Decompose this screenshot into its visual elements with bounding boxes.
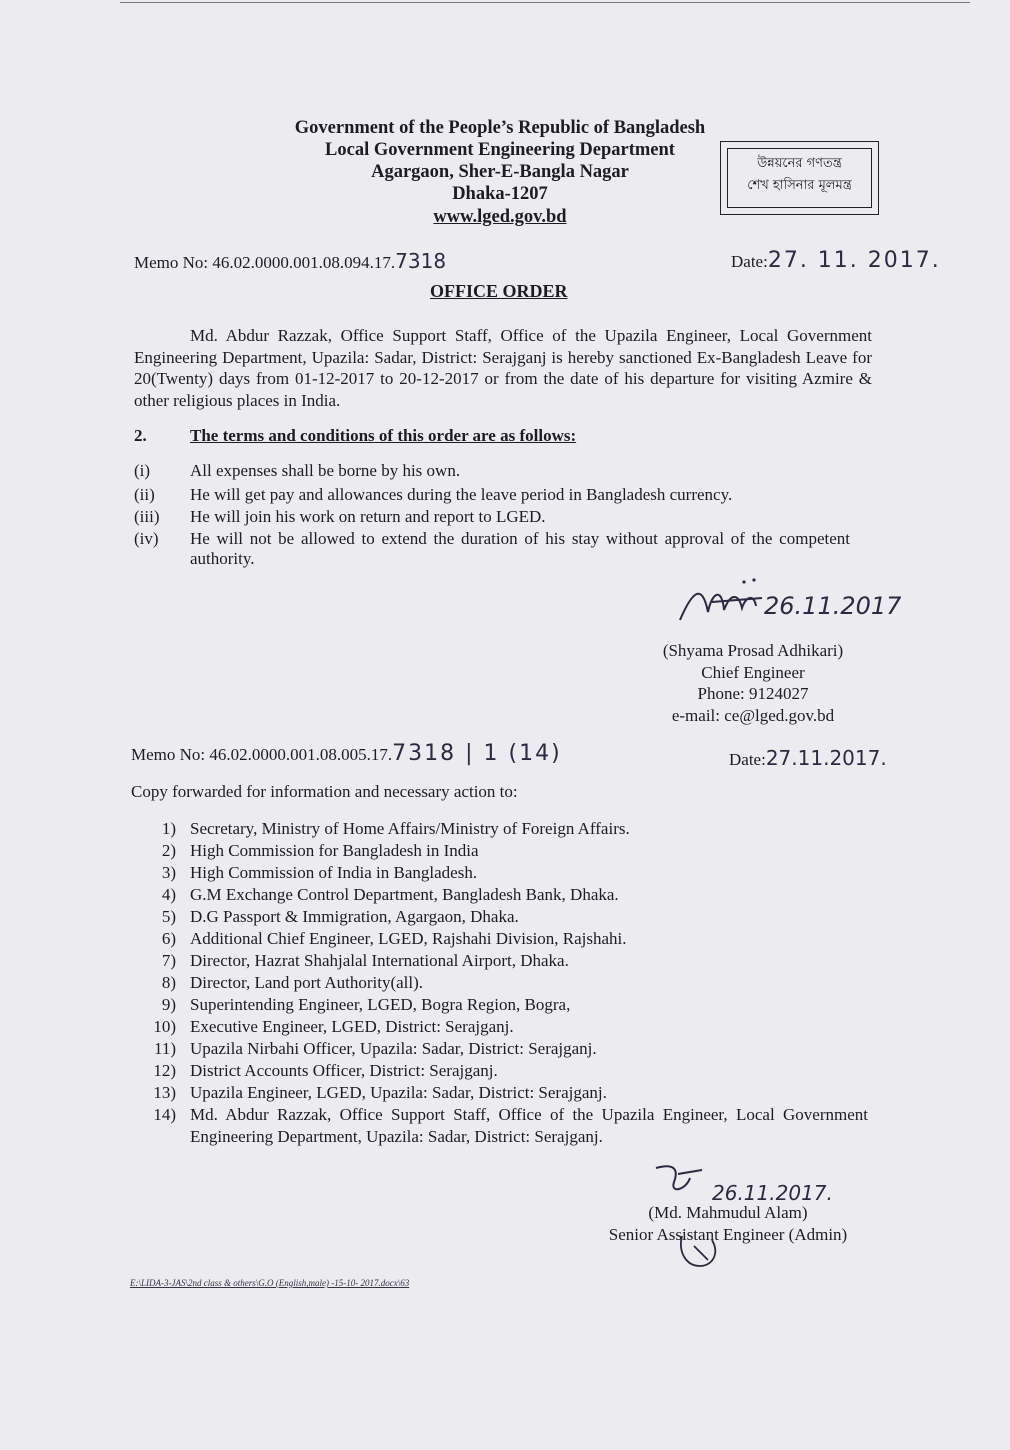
copy-list-num: 8) [161,973,176,992]
memo-number-1-label: Memo No: 46.02.0000.001.08.094.17. [134,253,396,272]
memo-number-1 [134,251,446,273]
copy-list-num: 7) [161,951,176,970]
copy-list-text: D.G Passport & Immigration, Agargaon, Dhaka. [190,907,519,926]
file-path-footer: E:\LIDA-3-JAS\2nd class & others\G.O (English,male) -15-10- 2017.docx\63 [130,1278,410,1288]
copy-list-text: Superintending Engineer, LGED, Bogra Region, Bogra, [190,995,571,1014]
header-city: Dhaka-1207 [452,184,548,204]
copy-list-num: 1) [161,819,176,838]
term-num-1: (i) [134,461,151,480]
copy-list-text: High Commission for Bangladesh in India [190,841,479,860]
signatory-1-name: (Shyama Prosad Adhikari) [662,641,844,660]
copy-list-num: 10) [153,1017,176,1036]
term-text-3: He will join his work on return and report to LGED. [190,507,546,526]
slogan-stamp-box [720,141,879,215]
term-num-4: (iv) [134,529,159,548]
page-top-edge [120,2,970,3]
copy-list-text: Additional Chief Engineer, LGED, Rajshahi Division, Rajshahi. [190,929,627,948]
copy-list-num: 3) [161,863,176,882]
office-order-title: OFFICE ORDER [430,281,568,301]
header-department: Local Government Engineering Department [325,140,675,160]
copy-list-text: High Commission of India in Bangladesh. [190,863,478,882]
term-text-1: All expenses shall be borne by his own. [190,461,461,480]
signatory-1-phone: Phone: 9124027 [697,684,809,703]
copy-list-text: Upazila Engineer, LGED, Upazila: Sadar, District: Serajganj. [190,1083,607,1102]
memo-date-2 [729,748,887,770]
copy-list-num: 11) [153,1039,176,1058]
copy-list-text: Director, Land port Authority(all). [190,973,424,992]
copy-forwarded-line: Copy forwarded for information and necessary action to: [131,782,518,801]
copy-list-text: G.M Exchange Control Department, Bangladesh Bank, Dhaka. [190,885,619,904]
memo-number-1-handwritten: 7318 [395,249,447,273]
copy-list-num: 4) [161,885,176,904]
copy-list-text: Secretary, Ministry of Home Affairs/Ministry of Foreign Affairs. [190,819,630,838]
slogan-line-1: উন্নয়নের গণতন্ত্র [757,156,842,171]
chief-engineer-signature [672,572,912,632]
senior-engineer-sign-date: 26.11.2017. [712,1181,833,1205]
terms-number: 2. [134,426,147,445]
copy-list-text: Md. Abdur Razzak, Office Support Staff, Office of the Upazila Engineer, Local Government Engineering Department, Upazila: Sadar, District: Serajganj. [190,1105,868,1146]
copy-list-num: 6) [161,929,176,948]
copy-list-num: 13) [153,1083,176,1102]
copy-list-num: 12) [153,1061,176,1080]
copy-list-text: District Accounts Officer, District: Serajganj. [190,1061,498,1080]
copy-list-num: 9) [161,995,176,1014]
memo-date-2-label: Date: [729,750,766,769]
signatory-2-designation: Senior Assistant Engineer (Admin) [608,1224,848,1244]
signatory-1-block [640,640,866,726]
header-address: Agargaon, Sher-E-Bangla Nagar [371,162,629,182]
signatory-1-email: e-mail: ce@lged.gov.bd [671,705,835,725]
memo-number-2 [131,741,562,766]
memo-date-1 [731,248,941,273]
order-body-paragraph: Md. Abdur Razzak, Office Support Staff, Office of the Upazila Engineer, Local Government Engineering Department, Upazila: Sadar, District: Serajganj is hereby sanctioned Ex-Bangladesh Leave for 20(Twenty) days from 01-12-2017 to 20-12-2017 or from the date of his departure for visiting Azmire & other religious places in India. [134,326,872,410]
senior-engineer-signature [650,1160,920,1206]
term-text-2: He will get pay and allowances during the leave period in Bangladesh currency. [190,485,733,504]
memo-number-2-label: Memo No: 46.02.0000.001.08.005.17. [131,745,393,764]
memo-date-1-handwritten: 27. 11. 2017. [767,248,941,273]
copy-list-num: 14) [153,1105,176,1124]
copy-list-text: Upazila Nirbahi Officer, Upazila: Sadar, District: Serajganj. [190,1039,597,1058]
slogan-line-2: শেখ হাসিনার মূলমন্ত্র [747,178,852,193]
header-government: Government of the People’s Republic of Bangladesh [294,118,706,138]
term-text-4: He will not be allowed to extend the duration of his stay without approval of the competent authority. [190,529,850,568]
copy-list-text: Executive Engineer, LGED, District: Serajganj. [190,1017,514,1036]
term-num-3: (iii) [134,507,160,526]
slogan-stamp-inner [727,148,872,208]
memo-number-2-handwritten: 7318 | 1 (14) [392,741,562,766]
signatory-2-name: (Md. Mahmudul Alam) [648,1203,808,1222]
copy-list-num: 2) [161,841,176,860]
signatory-2-block [588,1202,868,1245]
initial-mark [676,1232,726,1272]
copy-list-text: Director, Hazrat Shahjalal International Airport, Dhaka. [190,951,569,970]
copy-list-num: 5) [161,907,176,926]
terms-heading: The terms and conditions of this order are as follows: [190,426,577,445]
signatory-1-designation: Chief Engineer [701,662,805,682]
memo-date-2-handwritten: 27.11.2017. [765,746,887,770]
memo-date-1-label: Date: [731,252,768,271]
chief-engineer-sign-date: 26.11.2017 [764,592,902,620]
header-website: www.lged.gov.bd [433,207,567,227]
term-num-2: (ii) [134,485,155,504]
